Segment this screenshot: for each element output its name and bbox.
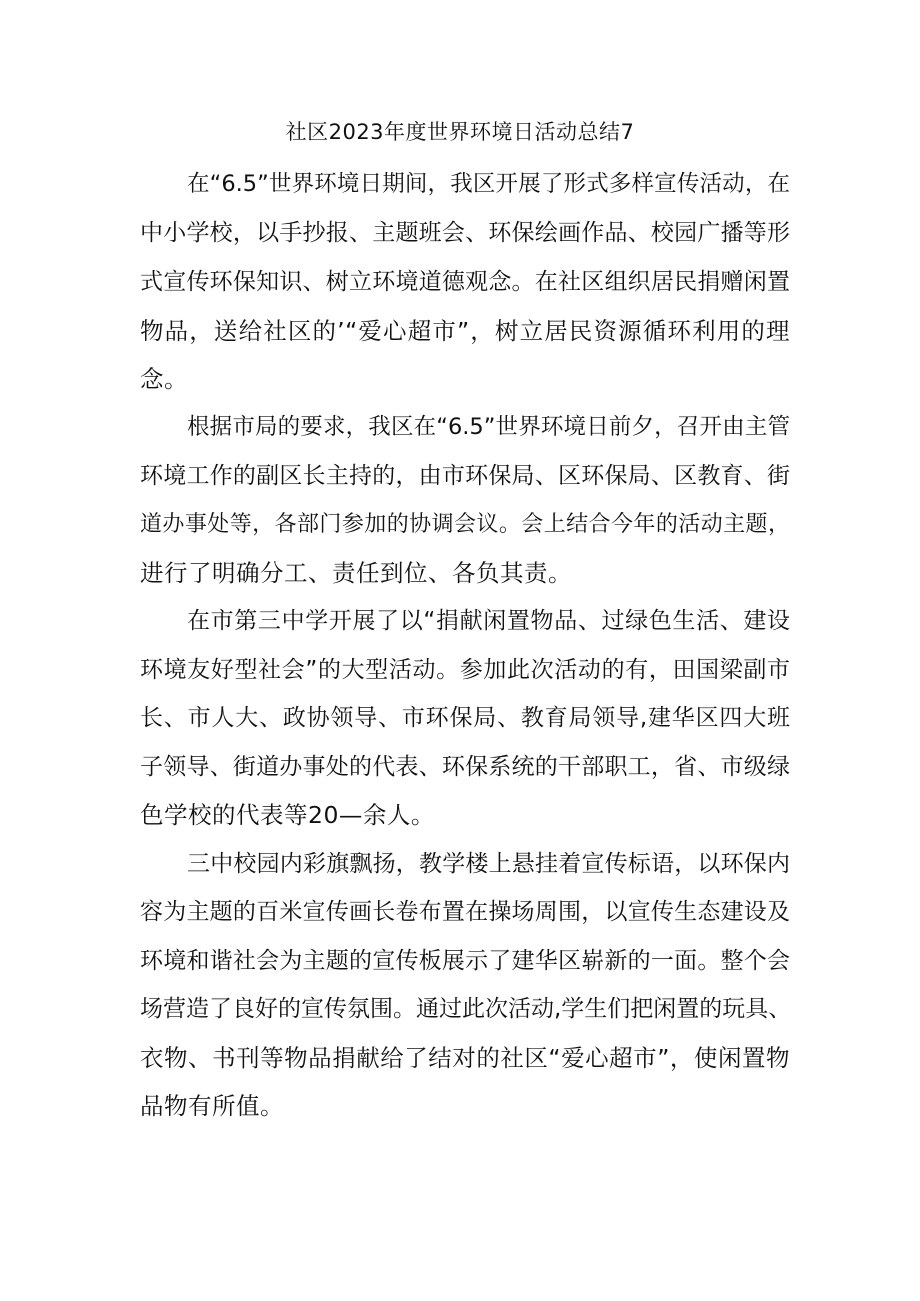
paragraph-2-line-1: 根据市局的要求，我区在“6.5”世界环境日前夕，召开由主管 [187,414,790,440]
paragraph-4-line-3: 环境和谐社会为主题的宣传板展示了建华区崭新的一面。整个会 [140,948,790,974]
paragraph-4-line-6: 品物有所值。 [140,1092,284,1120]
paragraph-4-line-2: 容为主题的百米宣传画长卷布置在操场周围，以宣传生态建设及 [140,899,790,925]
paragraph-1-line-2: 中小学校，以手抄报、主题班会、环保绘画作品、校园广播等形 [140,220,790,246]
paragraph-3-line-3: 长、市人大、政协领导、市环保局、教育局领导,建华区四大班 [140,705,790,731]
paragraph-2-line-4: 进行了明确分工、责任到位、各负其责。 [140,559,572,587]
paragraph-1-line-3: 式宣传环保知识、树立环境道德观念。在社区组织居民捐赠闲置 [140,269,790,295]
paragraph-1-line-5: 念。 [140,365,188,393]
paragraph-2-line-2: 环境工作的副区长主持的，由市环保局、区环保局、区教育、街 [140,463,790,489]
paragraph-3-line-4: 子领导、街道办事处的代表、环保系统的干部职工，省、市级绿 [140,754,790,780]
paragraph-4-line-1: 三中校园内彩旗飘扬，教学楼上悬挂着宣传标语，以环保内 [187,851,790,877]
paragraph-4-line-4: 场营造了良好的宣传氛围。通过此次活动,学生们把闲置的玩具、 [140,996,792,1022]
paragraph-3-line-5: 色学校的代表等20—余人。 [140,801,435,829]
paragraph-1-line-1: 在“6.5”世界环境日期间，我区开展了形式多样宣传活动，在 [187,171,790,197]
paragraph-4-line-5: 衣物、书刊等物品捐献给了结对的社区“爱心超市”，使闲置物 [140,1044,790,1072]
paragraph-3-line-1: 在市第三中学开展了以“捐献闲置物品、过绿色生活、建设 [187,608,790,634]
paragraph-2-line-3: 道办事处等，各部门参加的协调会议。会上结合今年的活动主题， [140,512,790,537]
document-title: 社区2023年度世界环境日活动总结7 [285,120,635,144]
paragraph-1-line-4: 物品，送给社区的’“爱心超市”，树立居民资源循环利用的理 [140,317,790,345]
paragraph-3-line-2: 环境友好型社会”的大型活动。参加此次活动的有，田国梁副市 [140,657,790,683]
